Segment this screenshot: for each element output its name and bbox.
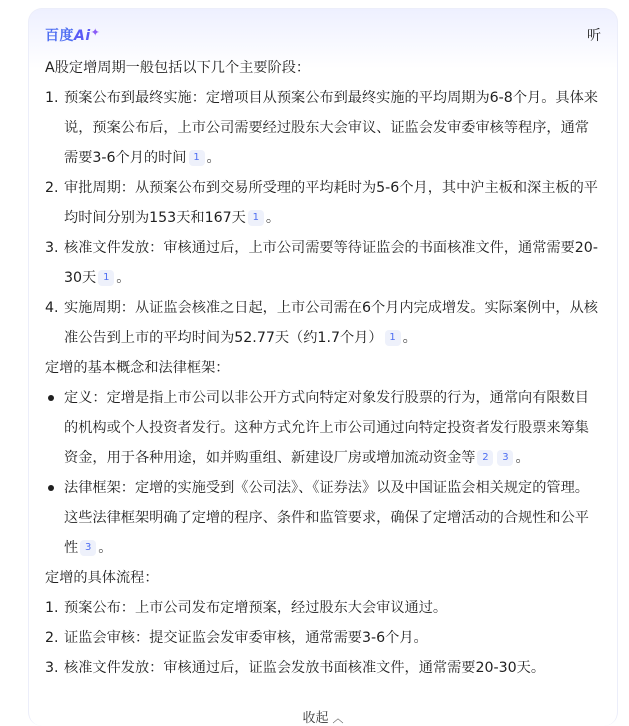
list-item: 1. 预案公布到最终实施：定增项目从预案公布到最终实施的平均周期为6-8个月。具体来说，预案公布后，上市公司需要经过股东大会审议、证监会发审委审核等程序，通常需要3-6个月的时间 1 。 [45,90,598,166]
citation-badge[interactable]: 1 [189,150,205,166]
citation-badge[interactable]: 2 [477,450,493,466]
list-item: 3. 核准文件发放：审核通过后，上市公司需要等待证监会的书面核准文件，通常需要20-30天 1 。 [45,240,598,286]
stages-list [45,83,603,353]
citation-badge[interactable]: 3 [80,540,96,556]
section-heading: 定增的基本概念和法律框架： [45,360,230,376]
concepts-list [45,383,603,563]
list-item: 法律框架：定增的实施受到《公司法》、《证券法》以及中国证监会相关规定的管理。这些法律框架明确了定增的程序、条件和监管要求，确保了定增活动的合规性和公平性 3 。 [45,473,603,563]
card-header [45,23,601,45]
answer-content [45,53,603,683]
section-heading: 定增的具体流程： [45,570,159,586]
process-list [45,593,603,683]
citation-badge[interactable]: 1 [98,270,114,286]
sparkle-icon: ✦ [90,26,101,39]
list-item: 定义：定增是指上市公司以非公开方式向特定对象发行股票的行为，通常向有限数目的机构或个人投资者发行。这种方式允许上市公司通过向特定投资者发行股票来筹集资金，用于各种用途，如并购重组、新建设厂房或增加流动资金等 2 3 。 [45,383,603,473]
list-item: 4. 实施周期：从证监会核准之日起，上市公司需在6个月内完成增发。实际案例中，从核准公告到上市的平均时间为52.77天（约1.7个月） 1 。 [45,300,598,346]
intro-text: A股定增周期一般包括以下几个主要阶段： [45,60,311,76]
list-item: 2. 证监会审核：提交证监会发审委审核，通常需要3-6个月。 [45,630,428,646]
list-item: 1. 预案公布：上市公司发布定增预案，经过股东大会审议通过。 [45,600,448,616]
collapse-button[interactable]: 收起 ︿ [302,711,344,726]
listen-button[interactable]: 听 [587,28,601,44]
citation-badge[interactable]: 1 [385,330,401,346]
bullet-icon [48,395,54,401]
bullet-icon [48,485,54,491]
citation-badge[interactable]: 1 [248,210,264,226]
citation-badge[interactable]: 3 [497,450,513,466]
chevron-up-icon: ︿ [332,712,344,725]
list-item: 2. 审批周期：从预案公布到交易所受理的平均耗时为5-6个月，其中沪主板和深主板的平均时间分别为153天和167天 1 。 [45,180,598,226]
ai-answer-card [28,8,618,726]
list-item: 3. 核准文件发放：审核通过后，证监会发放书面核准文件，通常需要20-30天。 [45,660,546,676]
baidu-ai-logo: 百度Ai✦ [45,26,101,44]
